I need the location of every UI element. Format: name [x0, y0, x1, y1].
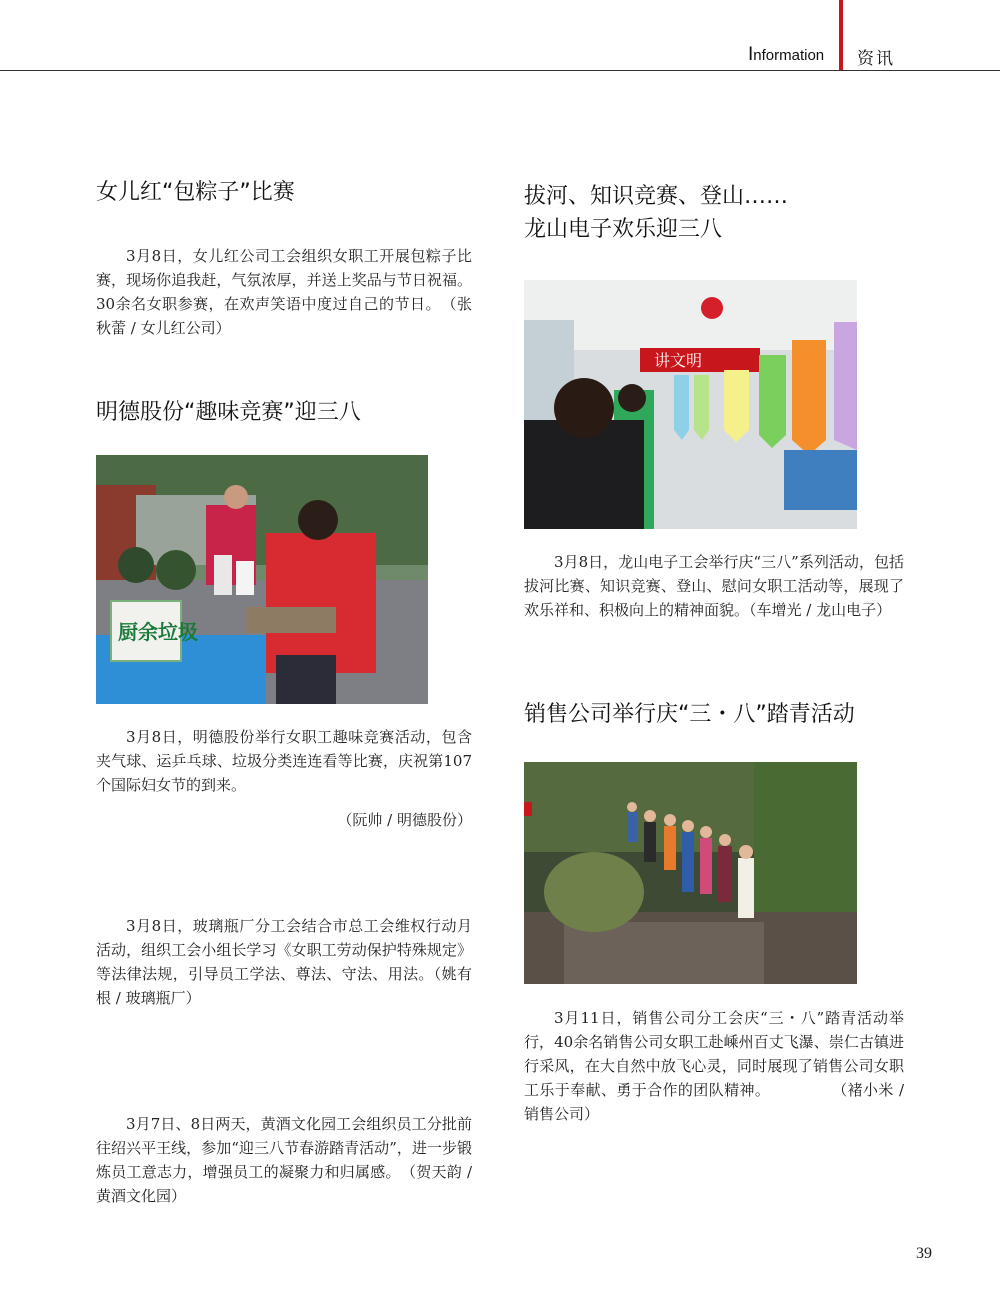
article-title-longshan-line1: 拔河、知识竞赛、登山…… [524, 184, 789, 209]
section-label-en: Information [748, 44, 825, 65]
header-rule [0, 70, 1000, 71]
article-body-boli: 3月8日，玻璃瓶厂分工会结合市总工会维权行动月活动，组织工会小组长学习《女职工劳动保护特殊规定》等法律法规，引导员工学法、尊法、守法、用法。（姚有根 / 玻璃瓶厂） [96, 917, 472, 1007]
article-body-xiaoshou: 3月11日，销售公司分工会庆“三・八”踏青活动举行，40余名销售公司女职工赴嵊州百丈飞瀑、崇仁古镇进行采风，在大自然中放飞心灵，同时展现了销售公司女职工乐于奉献、勇于合作的团队精神。 （褚小米 / 销售公司） [524, 1009, 904, 1123]
article-body-huangjiu: 3月7日、8日两天，黄酒文化园工会组织员工分批前往绍兴平王线，参加“迎三八节春游踏青活动”，进一步锻炼员工意志力，增强员工的凝聚力和归属感。 （贺天韵 / 黄酒文化园） [96, 1115, 472, 1205]
photo-mingde-competition [96, 455, 428, 704]
article-title-longshan-line2: 龙山电子欢乐迎三八 [524, 217, 723, 242]
photo-sign-kitchen-waste: 厨余垃圾 [118, 620, 198, 644]
section-label-zh: 资讯 [857, 49, 895, 69]
header-accent-bar [839, 0, 843, 70]
article-title-xiaoshou: 销售公司举行庆“三・八”踏青活动 [524, 702, 855, 727]
article-body-longshan: 3月8日，龙山电子工会举行庆“三八”系列活动，包括拔河比赛、知识竞赛、登山、慰问女职工活动等，展现了欢乐祥和、积极向上的精神面貌。（车增光 / 龙山电子） [524, 553, 904, 619]
article-title-zaoer: 女儿红“包粽子”比赛 [96, 180, 295, 205]
page-number: 39 [916, 1245, 932, 1262]
article-body-mingde: 3月8日，明德股份举行女职工趣味竞赛活动，包含夹气球、运乒乓球、垃圾分类连连看等比赛，庆祝第107个国际妇女节的到来。 [96, 728, 472, 794]
article-body-zaoer: 3月8日，女儿红公司工会组织女职工开展包粽子比赛，现场你追我赶，气氛浓厚，并送上奖品与节日祝福。30余名女职参赛，在欢声笑语中度过自己的节日。 （张秋蕾 / 女儿红公司） [96, 247, 472, 337]
article-title-mingde: 明德股份“趣味竞赛”迎三八 [96, 400, 361, 425]
photo-banner-text: 讲文明 [654, 351, 703, 370]
article-author-mingde: （阮帅 / 明德股份） [337, 811, 472, 829]
photo-longshan-quiz [524, 280, 857, 529]
photo-xiaoshou-hiking [524, 762, 857, 984]
